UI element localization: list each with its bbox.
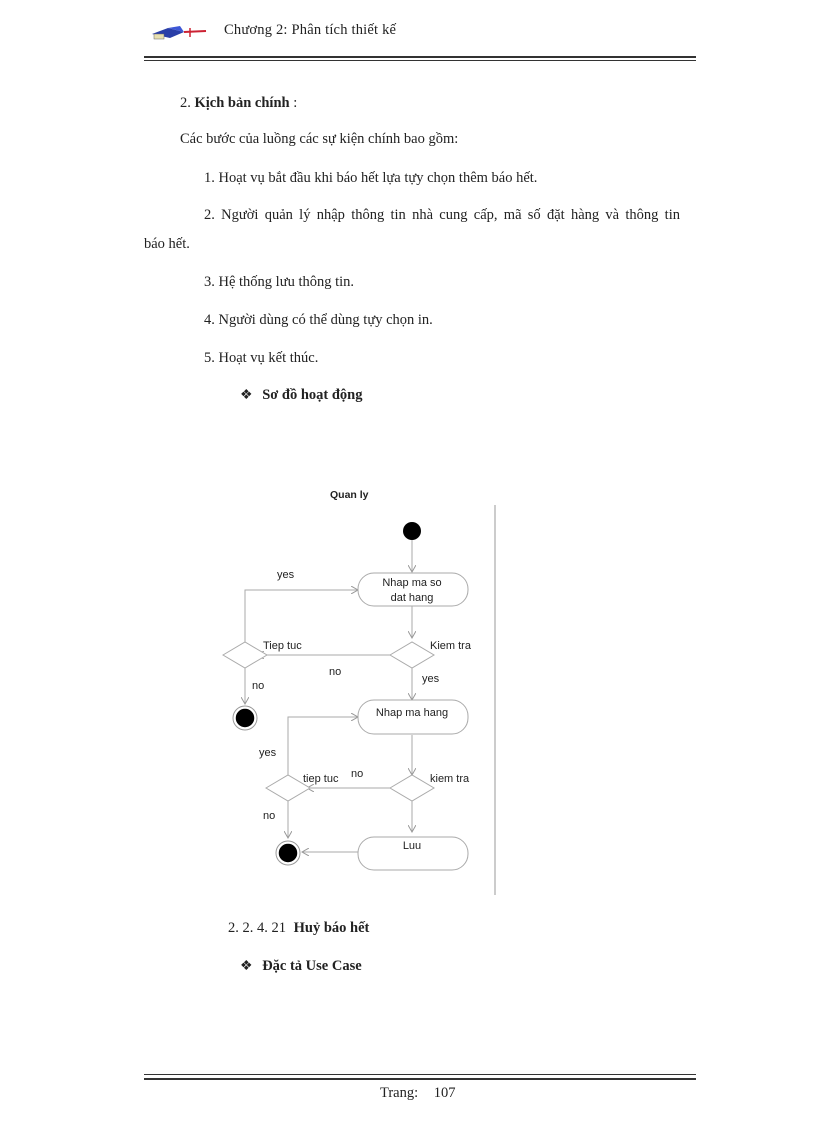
section-prefix: 2. — [180, 95, 191, 111]
step-3: 3. Hệ thống lưu thông tin. — [204, 274, 355, 290]
end-node-1 — [235, 708, 255, 728]
end-node-2 — [278, 843, 298, 863]
decision-continue1 — [223, 642, 267, 668]
step-4: 4. Người dùng có thể dùng tựy chọn in. — [204, 312, 433, 328]
footer-rule-thin — [144, 1074, 696, 1075]
decision-check1 — [390, 642, 434, 668]
footer-label: Trang: — [380, 1085, 419, 1101]
subsection-heading — [228, 920, 369, 937]
activity-order-line1: Nhap ma so — [382, 577, 442, 589]
flow-continue1-yes — [245, 590, 358, 643]
intro-text: Các bước của luồng các sự kiện chính bao gồm: — [180, 131, 459, 147]
header-rule-thin — [144, 60, 696, 61]
footer-rule — [144, 1078, 696, 1080]
footer-page — [380, 1085, 456, 1102]
diamond-bullet-icon: ❖ — [240, 959, 253, 974]
label-no-1: no — [329, 666, 342, 678]
bullet-use-case — [240, 958, 362, 975]
bullet-use-case-label: Đặc tả Use Case — [262, 958, 362, 974]
bullet-activity-label: Sơ đồ hoạt động — [262, 387, 363, 403]
step-5: 5. Hoạt vụ kết thúc. — [204, 350, 319, 366]
page-number: 107 — [433, 1085, 456, 1101]
header-title: Chương 2: Phân tích thiết kế — [224, 22, 397, 38]
label-no-3: no — [351, 768, 364, 780]
activity-save-label: Luu — [402, 840, 422, 852]
label-no-2: no — [252, 680, 265, 692]
decision-check2 — [390, 775, 434, 801]
step-1: 1. Hoạt vụ bắt đầu khi báo hết lựa tựy chọn thêm báo hết. — [204, 170, 538, 186]
section-suffix: : — [289, 95, 298, 111]
start-node — [403, 522, 421, 540]
step-2-line-1: 2. Người quản lý nhập thông tin nhà cung cấp, mã số đặt hàng và thông tin — [204, 207, 680, 223]
label-no-4: no — [263, 810, 276, 822]
label-check-1: Kiem tra — [430, 640, 471, 652]
activity-item-label: Nhap ma hang — [375, 707, 449, 719]
label-continue-2: tiep tuc — [303, 773, 339, 785]
header-logo — [150, 22, 210, 42]
label-yes-2: yes — [422, 673, 440, 685]
flow-continue2-yes — [288, 717, 358, 776]
step-2-line-2: báo hết. — [144, 236, 190, 252]
bullet-activity-diagram — [240, 387, 363, 404]
header-rule — [144, 56, 696, 58]
diamond-bullet-icon: ❖ — [240, 388, 253, 403]
section-heading — [180, 95, 297, 112]
subsection-number: 2. 2. 4. 21 — [228, 920, 286, 936]
subsection-title: Huỷ báo hết — [293, 920, 370, 936]
activity-order-line2: dat hang — [390, 592, 434, 604]
section-title: Kịch bản chính — [194, 95, 290, 111]
label-yes-1: yes — [277, 569, 295, 581]
label-yes-3: yes — [259, 747, 277, 759]
swimlane-label: Quan ly — [330, 489, 369, 501]
label-continue-1: Tiep tuc — [263, 640, 302, 652]
activity-diagram — [215, 480, 505, 905]
label-check-2: kiem tra — [430, 773, 470, 785]
